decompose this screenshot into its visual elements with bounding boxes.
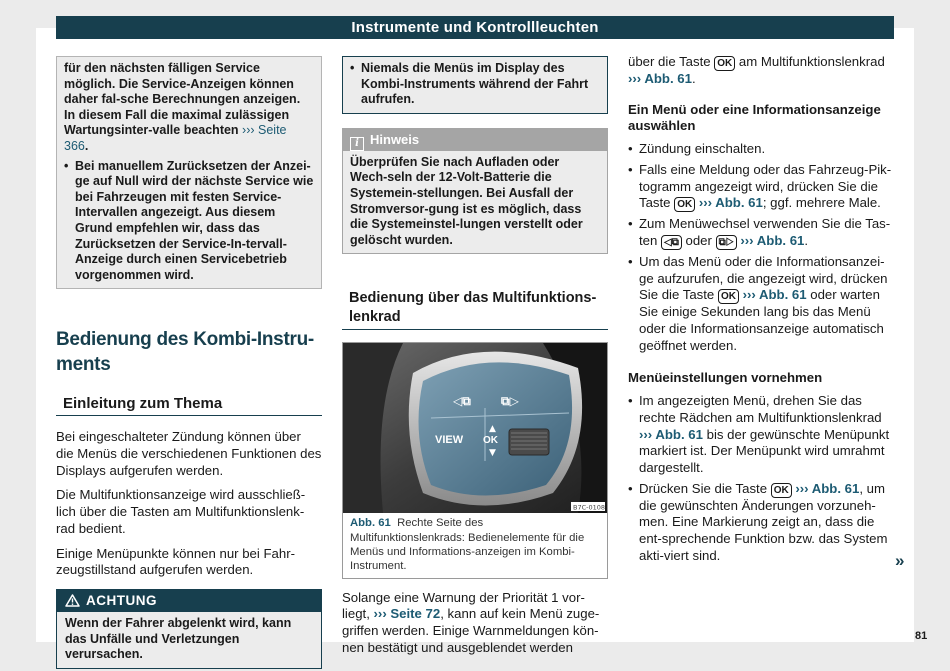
next-menu-key-icon: ⧉▷ [716, 235, 737, 250]
intro-text [56, 429, 322, 579]
ok-key-icon: OK [714, 56, 735, 71]
view-button-label: VIEW [435, 434, 464, 447]
figure-number: Abb. 61 [350, 517, 391, 530]
figure-reference-link[interactable]: ››› Abb. 61 [628, 71, 692, 86]
prev-menu-icon: ◁⧉ [453, 394, 471, 409]
paragraph: Bei eingeschalteter Zündung können über die Menüs die verschiedenen Funktionen des Displays aufgerufen werden. [56, 429, 322, 478]
caution-box [342, 56, 608, 114]
page-header: Instrumente und Kontrollleuchten [56, 16, 894, 39]
info-box-continued [56, 56, 322, 289]
figure-code: B7C-0108 [573, 503, 606, 512]
figure-steering-wheel [342, 342, 608, 578]
warning-text: Wenn der Fahrer abgelenkt wird, kann das Unfälle und Verletzungen verursachen. [57, 612, 321, 668]
section-subheading: Ein Menü oder eine Informationsanzeige auswählen [628, 101, 881, 134]
figure-reference-link[interactable]: ››› Abb. 61 [639, 426, 703, 442]
continue-marker: » [895, 551, 905, 570]
sub-heading: Bedienung über das Multifunktions-lenkrad [342, 287, 608, 330]
note-box [342, 128, 608, 255]
page-reference-link[interactable]: ››› Seite 72 [373, 606, 441, 622]
info-box-bullet: • Bei manuellem Zurücksetzen der Anzei-ge auf Null wird der nächste Service wie bei Fahrzeugen mit festen Service-Intervallen angezeigt. Aus diesem Grund empfehlen wir, dass das Zurücksetzen der Service-In-tervall-Anzeige durch einen Servicebetrieb vorgenommen wird. [64, 159, 314, 284]
next-menu-icon: ⧉▷ [501, 394, 519, 409]
warning-box [56, 589, 322, 669]
list-item: • Zündung einschalten. [628, 141, 894, 158]
column-left [56, 56, 322, 669]
figure-reference-link[interactable]: ››› Abb. 61 [742, 287, 807, 303]
note-title: Hinweis [370, 131, 420, 147]
steering-wheel-controls-image [343, 343, 607, 513]
warning-priority-text: Solange eine Warnung der Priorität 1 vor-liegt, ››› Seite 72, kann auf kein Menü zuge-griffen werden. Einige Warnmeldungen kön-nen bestätigt und ausgeblendet werden [342, 589, 600, 655]
info-box-paragraph: für den nächsten fälligen Service möglich. Die Service-Anzeigen können daher fal-sche Berechnungen anzeigen. In diesem Fall die maximal zulässigen Wartungsinter-valle beachten ››› Seite 366. [64, 61, 301, 153]
caution-bullet: • Niemals die Menüs im Display des Kombi-Instruments während der Fahrt aufrufen. [350, 61, 600, 108]
info-icon: i [350, 137, 364, 151]
paragraph: über die Taste OK am Multifunktionslenkrad ››› Abb. 61. [628, 54, 885, 86]
sub-heading: Einleitung zum Thema [56, 392, 322, 416]
down-arrow-icon: ▼ [489, 448, 496, 459]
warning-header [57, 590, 321, 612]
note-header [343, 129, 607, 151]
page-reference-link[interactable]: ››› Seite 366 [64, 123, 287, 153]
column-right [628, 54, 894, 572]
section-subheading: Menüeinstellungen vornehmen [628, 370, 823, 386]
list-item: • Falls eine Meldung oder das Fahrzeug-Pik-togramm angezeigt wird, drücken Sie die Taste OK ››› Abb. 61; ggf. mehrere Male. [628, 162, 894, 212]
list-item: • Drücken Sie die Taste OK ››› Abb. 61, um die gewünschten Änderungen vorzuneh-men. Eine Markierung zeigt an, dass die ent-sprechende Funktion bzw. das System akti-viert sind. [628, 481, 894, 565]
ok-key-icon: OK [718, 289, 739, 304]
ok-key-icon: OK [674, 197, 695, 212]
list-item: • Zum Menüwechsel verwenden Sie die Tas-ten ◁⧉ oder ⧉▷ ››› Abb. 61. [628, 216, 894, 250]
page-number: 81 [915, 630, 928, 642]
list-item: • Im angezeigten Menü, drehen Sie das rechte Rädchen am Multifunktionslenkrad ››› Abb. 61 bis der gewünschte Menüpunkt markiert ist. Der Menüpunkt wird umrahmt dargestellt. [628, 393, 894, 477]
figure-caption: Abb. 61 Rechte Seite des Multifunktionslenkrads: Bedienelemente für die Menüs und Informations-anzeigen im Kombi-Instrument. [350, 517, 585, 573]
figure-reference-link[interactable]: ››› Abb. 61 [795, 480, 860, 496]
ok-key-icon: OK [771, 483, 792, 498]
warning-triangle-icon [65, 594, 80, 607]
section-heading: Bedienung des Kombi-Instru-ments [56, 329, 314, 376]
note-text: Überprüfen Sie nach Aufladen oder Wech-seln der 12-Volt-Batterie die Systemein-stellungen. Bei Ausfall der Stromversor-gung ist es möglich, dass die Systemeinstel-lungen verstellt oder gelöscht wurden. [343, 151, 607, 254]
ok-button-label: OK [483, 435, 498, 447]
figure-reference-link[interactable]: ››› Abb. 61 [698, 195, 763, 211]
up-arrow-icon: ▲ [489, 424, 496, 435]
column-middle [342, 56, 608, 664]
warning-title: ACHTUNG [86, 592, 157, 608]
prev-menu-key-icon: ◁⧉ [661, 235, 682, 250]
list-item: • Um das Menü oder die Informationsanzei-ge aufzurufen, die angezeigt wird, drücken Sie die Taste OK ››› Abb. 61 oder warten Sie einige Sekunden lang bis das Menü oder die Informationsanzeige automatisch geöffnet werden. [628, 254, 894, 355]
paragraph: Die Multifunktionsanzeige wird ausschließ-lich über die Tasten am Multifunktionslenk-rad bedient. [56, 487, 306, 536]
figure-reference-link[interactable]: ››› Abb. 61 [740, 232, 805, 248]
paragraph: Einige Menüpunkte können nur bei Fahr-zeugstillstand aufgerufen werden. [56, 545, 295, 578]
